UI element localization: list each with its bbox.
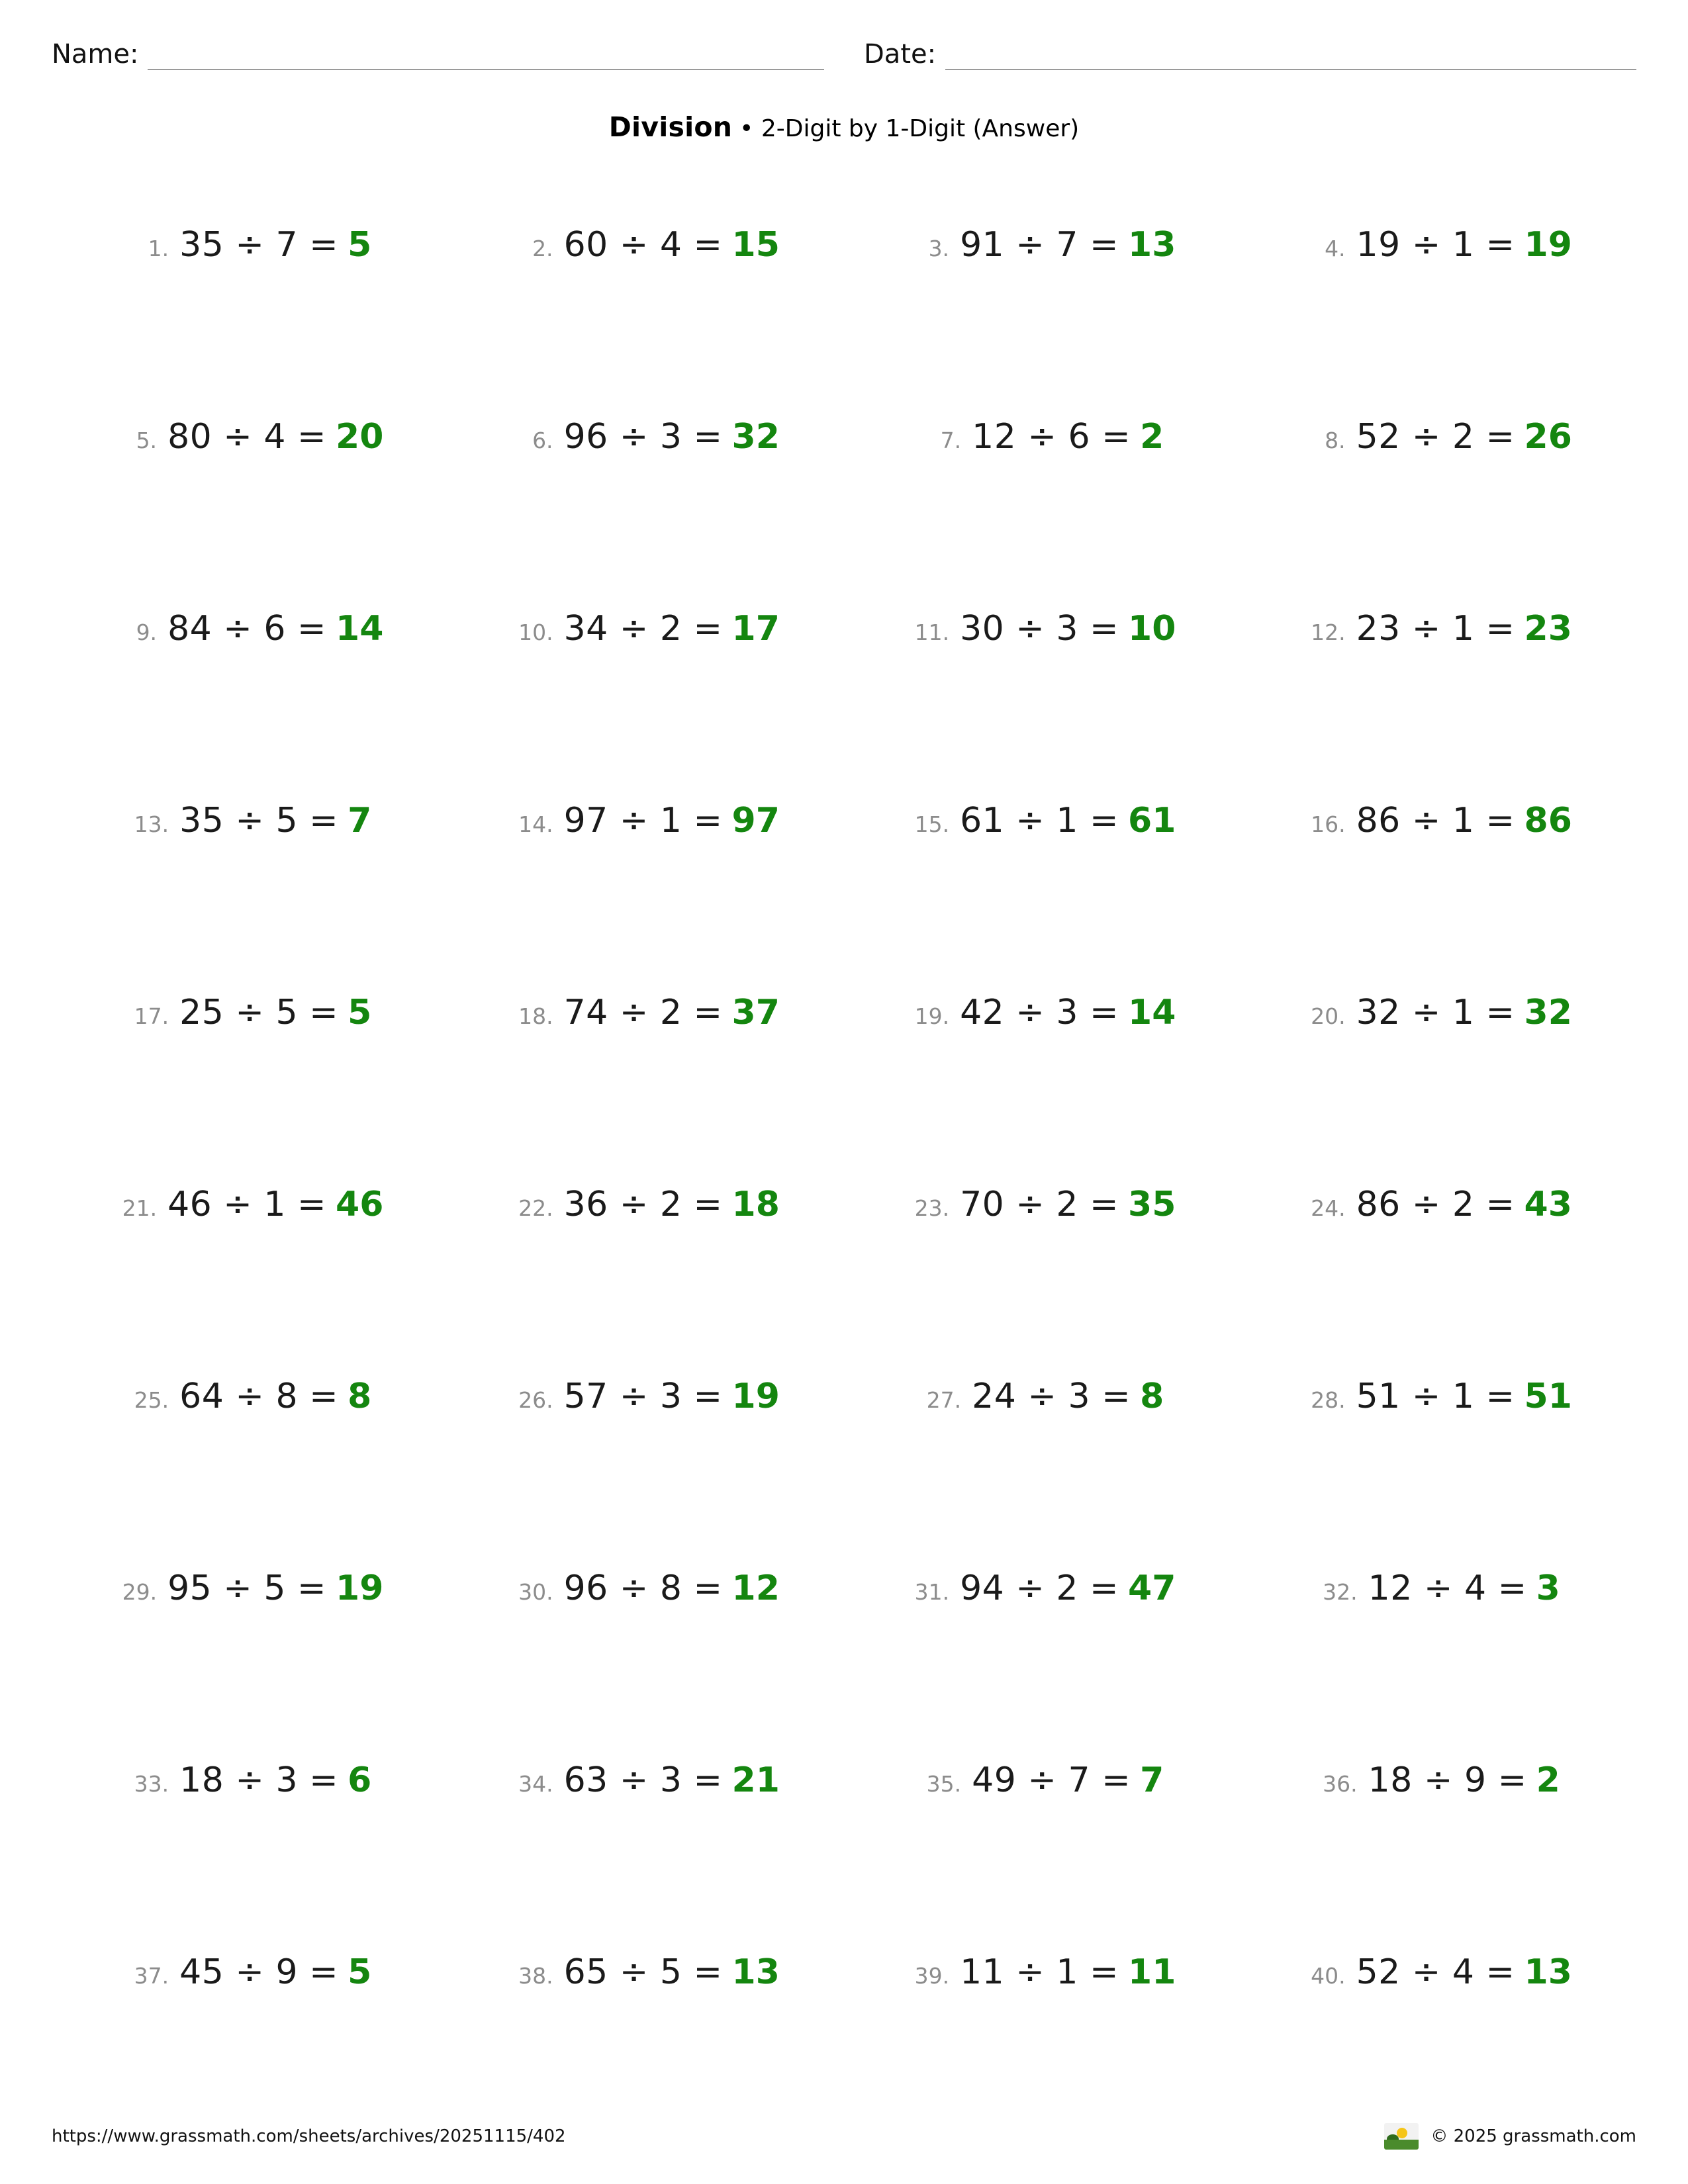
problem-number: 34. bbox=[518, 1771, 553, 1797]
problem-number: 29. bbox=[122, 1579, 158, 1605]
problem-expression: 11 ÷ 1 = bbox=[960, 1952, 1119, 1992]
problem-expression: 49 ÷ 7 = bbox=[972, 1760, 1131, 1800]
problem-number: 6. bbox=[532, 428, 553, 453]
worksheet-title bbox=[52, 111, 1636, 143]
problem-number: 32. bbox=[1323, 1579, 1358, 1605]
problem-number: 7. bbox=[940, 428, 962, 453]
problem-expression: 61 ÷ 1 = bbox=[960, 801, 1119, 841]
problem-expression: 96 ÷ 3 = bbox=[563, 417, 723, 457]
problem-cell bbox=[52, 1369, 448, 1561]
problem-answer: 7 bbox=[348, 801, 372, 841]
problem-expression: 57 ÷ 3 = bbox=[563, 1377, 723, 1416]
problem-answer: 19 bbox=[731, 1377, 780, 1416]
problem-item bbox=[1305, 417, 1572, 457]
problem-cell bbox=[52, 1177, 448, 1369]
problem-expression: 24 ÷ 3 = bbox=[972, 1377, 1131, 1416]
problem-answer: 37 bbox=[731, 993, 780, 1032]
problem-expression: 64 ÷ 8 = bbox=[179, 1377, 339, 1416]
problem-answer: 5 bbox=[348, 1952, 372, 1992]
problem-item bbox=[1305, 1377, 1572, 1416]
problem-item bbox=[512, 1569, 780, 1608]
problem-expression: 95 ÷ 5 = bbox=[167, 1569, 327, 1608]
problem-answer: 11 bbox=[1128, 1952, 1176, 1992]
problem-answer: 8 bbox=[348, 1377, 372, 1416]
problem-answer: 5 bbox=[348, 225, 372, 265]
problem-cell bbox=[448, 793, 845, 985]
problem-expression: 42 ÷ 3 = bbox=[960, 993, 1119, 1032]
problem-expression: 63 ÷ 3 = bbox=[563, 1760, 723, 1800]
problem-number: 3. bbox=[928, 236, 950, 261]
problem-cell bbox=[448, 601, 845, 793]
problem-expression: 35 ÷ 7 = bbox=[179, 225, 339, 265]
problem-cell bbox=[844, 409, 1241, 601]
problems-grid bbox=[52, 217, 1636, 2136]
problem-number: 38. bbox=[518, 1963, 553, 1989]
problem-number: 36. bbox=[1323, 1771, 1358, 1797]
problem-expression: 30 ÷ 3 = bbox=[960, 609, 1119, 649]
problem-number: 12. bbox=[1311, 619, 1346, 645]
problem-number: 10. bbox=[518, 619, 553, 645]
problem-item bbox=[908, 609, 1176, 649]
problem-answer: 47 bbox=[1128, 1569, 1176, 1608]
problem-cell bbox=[844, 1369, 1241, 1561]
problem-number: 19. bbox=[914, 1003, 950, 1029]
problem-expression: 18 ÷ 3 = bbox=[179, 1760, 339, 1800]
problem-number: 11. bbox=[914, 619, 950, 645]
worksheet-footer bbox=[52, 2123, 1636, 2150]
problem-item bbox=[512, 1185, 780, 1224]
problem-item bbox=[128, 993, 371, 1032]
problem-answer: 19 bbox=[336, 1569, 384, 1608]
problem-number: 37. bbox=[134, 1963, 169, 1989]
problem-answer: 86 bbox=[1524, 801, 1572, 841]
problem-number: 23. bbox=[914, 1195, 950, 1221]
problem-item bbox=[116, 1185, 383, 1224]
problem-number: 17. bbox=[134, 1003, 169, 1029]
problem-cell bbox=[844, 217, 1241, 409]
problem-cell bbox=[52, 1752, 448, 1944]
problem-item bbox=[908, 1185, 1176, 1224]
problem-answer: 17 bbox=[731, 609, 780, 649]
problem-answer: 10 bbox=[1128, 609, 1176, 649]
problem-answer: 46 bbox=[336, 1185, 384, 1224]
problem-cell bbox=[52, 1561, 448, 1752]
problem-number: 28. bbox=[1311, 1387, 1346, 1413]
problem-expression: 86 ÷ 1 = bbox=[1356, 801, 1515, 841]
problem-number: 5. bbox=[136, 428, 158, 453]
problem-cell bbox=[844, 793, 1241, 985]
problem-expression: 19 ÷ 1 = bbox=[1356, 225, 1515, 265]
problem-cell bbox=[448, 1561, 845, 1752]
problem-item bbox=[1305, 1185, 1572, 1224]
problem-expression: 25 ÷ 5 = bbox=[179, 993, 339, 1032]
problem-cell bbox=[1241, 601, 1637, 793]
problem-expression: 18 ÷ 9 = bbox=[1368, 1760, 1527, 1800]
problem-expression: 70 ÷ 2 = bbox=[960, 1185, 1119, 1224]
problem-cell bbox=[448, 217, 845, 409]
problem-item bbox=[1305, 993, 1572, 1032]
problem-cell bbox=[1241, 1369, 1637, 1561]
problem-number: 20. bbox=[1311, 1003, 1346, 1029]
problem-item bbox=[512, 993, 780, 1032]
problem-number: 16. bbox=[1311, 811, 1346, 837]
date-input-line[interactable] bbox=[945, 38, 1636, 70]
problem-number: 14. bbox=[518, 811, 553, 837]
problem-answer: 2 bbox=[1536, 1760, 1560, 1800]
footer-copyright: © 2025 grassmath.com bbox=[1430, 2126, 1636, 2146]
problem-cell bbox=[1241, 985, 1637, 1177]
problem-item bbox=[920, 417, 1164, 457]
problem-expression: 46 ÷ 1 = bbox=[167, 1185, 327, 1224]
grass-sun-logo-icon bbox=[1384, 2123, 1419, 2150]
date-label: Date: bbox=[864, 39, 937, 69]
problem-answer: 14 bbox=[336, 609, 384, 649]
problem-item bbox=[920, 1377, 1164, 1416]
problem-item bbox=[1305, 609, 1572, 649]
problem-number: 2. bbox=[532, 236, 553, 261]
problem-item bbox=[908, 1569, 1176, 1608]
problem-expression: 60 ÷ 4 = bbox=[563, 225, 723, 265]
problem-expression: 36 ÷ 2 = bbox=[563, 1185, 723, 1224]
problem-answer: 7 bbox=[1140, 1760, 1164, 1800]
name-label: Name: bbox=[52, 39, 139, 69]
problem-expression: 35 ÷ 5 = bbox=[179, 801, 339, 841]
problem-number: 40. bbox=[1311, 1963, 1346, 1989]
problem-cell bbox=[1241, 1752, 1637, 1944]
problem-number: 21. bbox=[122, 1195, 158, 1221]
problem-cell bbox=[52, 217, 448, 409]
name-field[interactable] bbox=[52, 38, 824, 70]
problem-cell bbox=[844, 1944, 1241, 2136]
problem-item bbox=[908, 225, 1176, 265]
problem-number: 30. bbox=[518, 1579, 553, 1605]
problem-answer: 23 bbox=[1524, 609, 1572, 649]
problem-answer: 2 bbox=[1140, 417, 1164, 457]
problem-cell bbox=[448, 1944, 845, 2136]
problem-item bbox=[512, 801, 780, 841]
title-subtitle: • 2-Digit by 1-Digit (Answer) bbox=[739, 115, 1080, 142]
problem-answer: 26 bbox=[1524, 417, 1572, 457]
problem-answer: 35 bbox=[1128, 1185, 1176, 1224]
problem-cell bbox=[1241, 1944, 1637, 2136]
problem-answer: 97 bbox=[731, 801, 780, 841]
problem-item bbox=[1317, 1569, 1560, 1608]
problem-expression: 86 ÷ 2 = bbox=[1356, 1185, 1515, 1224]
problem-number: 13. bbox=[134, 811, 169, 837]
problem-cell bbox=[52, 1944, 448, 2136]
problem-cell bbox=[1241, 217, 1637, 409]
problem-item bbox=[512, 417, 780, 457]
problem-expression: 97 ÷ 1 = bbox=[563, 801, 723, 841]
problem-item bbox=[908, 1952, 1176, 1992]
problem-answer: 32 bbox=[1524, 993, 1572, 1032]
problem-item bbox=[128, 1760, 371, 1800]
problem-expression: 52 ÷ 2 = bbox=[1356, 417, 1515, 457]
problem-expression: 65 ÷ 5 = bbox=[563, 1952, 723, 1992]
problem-item bbox=[1317, 1760, 1560, 1800]
problem-item bbox=[512, 1377, 780, 1416]
problem-number: 39. bbox=[914, 1963, 950, 1989]
problem-item bbox=[116, 417, 383, 457]
problem-item bbox=[512, 225, 780, 265]
problem-number: 31. bbox=[914, 1579, 950, 1605]
problem-answer: 51 bbox=[1524, 1377, 1572, 1416]
problem-item bbox=[116, 609, 383, 649]
problem-answer: 13 bbox=[731, 1952, 780, 1992]
problem-expression: 74 ÷ 2 = bbox=[563, 993, 723, 1032]
problem-item bbox=[512, 1760, 780, 1800]
problem-cell bbox=[844, 1752, 1241, 1944]
problem-answer: 3 bbox=[1536, 1569, 1560, 1608]
problem-answer: 12 bbox=[731, 1569, 780, 1608]
problem-cell bbox=[844, 1561, 1241, 1752]
problem-number: 9. bbox=[136, 619, 158, 645]
problem-answer: 61 bbox=[1128, 801, 1176, 841]
problem-answer: 18 bbox=[731, 1185, 780, 1224]
problem-answer: 5 bbox=[348, 993, 372, 1032]
problem-expression: 94 ÷ 2 = bbox=[960, 1569, 1119, 1608]
problem-number: 15. bbox=[914, 811, 950, 837]
problem-item bbox=[128, 1952, 371, 1992]
problem-expression: 34 ÷ 2 = bbox=[563, 609, 723, 649]
problem-expression: 52 ÷ 4 = bbox=[1356, 1952, 1515, 1992]
problem-answer: 14 bbox=[1128, 993, 1176, 1032]
problem-number: 25. bbox=[134, 1387, 169, 1413]
problem-cell bbox=[1241, 793, 1637, 985]
problem-answer: 21 bbox=[731, 1760, 780, 1800]
problem-cell bbox=[448, 409, 845, 601]
problem-answer: 15 bbox=[731, 225, 780, 265]
problem-answer: 8 bbox=[1140, 1377, 1164, 1416]
problem-cell bbox=[844, 1177, 1241, 1369]
problem-expression: 23 ÷ 1 = bbox=[1356, 609, 1515, 649]
problem-expression: 96 ÷ 8 = bbox=[563, 1569, 723, 1608]
problem-item bbox=[1305, 1952, 1572, 1992]
problem-cell bbox=[1241, 1561, 1637, 1752]
problem-cell bbox=[844, 601, 1241, 793]
problem-answer: 19 bbox=[1524, 225, 1572, 265]
problem-number: 4. bbox=[1325, 236, 1346, 261]
problem-item bbox=[128, 225, 371, 265]
problem-expression: 91 ÷ 7 = bbox=[960, 225, 1119, 265]
problem-expression: 12 ÷ 4 = bbox=[1368, 1569, 1527, 1608]
problem-number: 18. bbox=[518, 1003, 553, 1029]
problem-item bbox=[512, 609, 780, 649]
problem-answer: 6 bbox=[348, 1760, 372, 1800]
problem-item bbox=[128, 1377, 371, 1416]
problem-cell bbox=[1241, 1177, 1637, 1369]
problem-cell bbox=[448, 1177, 845, 1369]
problem-item bbox=[116, 1569, 383, 1608]
problem-answer: 43 bbox=[1524, 1185, 1572, 1224]
problem-expression: 32 ÷ 1 = bbox=[1356, 993, 1515, 1032]
problem-number: 33. bbox=[134, 1771, 169, 1797]
problem-number: 27. bbox=[926, 1387, 962, 1413]
problem-expression: 51 ÷ 1 = bbox=[1356, 1377, 1515, 1416]
problem-number: 35. bbox=[926, 1771, 962, 1797]
worksheet-header bbox=[52, 38, 1636, 70]
problem-cell bbox=[52, 985, 448, 1177]
problem-expression: 45 ÷ 9 = bbox=[179, 1952, 339, 1992]
problem-expression: 80 ÷ 4 = bbox=[167, 417, 327, 457]
problem-answer: 20 bbox=[336, 417, 384, 457]
problem-item bbox=[1305, 801, 1572, 841]
problem-item bbox=[128, 801, 371, 841]
problem-item bbox=[908, 993, 1176, 1032]
problem-cell bbox=[448, 985, 845, 1177]
problem-item bbox=[908, 801, 1176, 841]
problem-item bbox=[1305, 225, 1572, 265]
problem-cell bbox=[52, 601, 448, 793]
problem-item bbox=[512, 1952, 780, 1992]
problem-answer: 13 bbox=[1524, 1952, 1572, 1992]
problem-cell bbox=[52, 793, 448, 985]
problem-cell bbox=[1241, 409, 1637, 601]
footer-url[interactable]: https://www.grassmath.com/sheets/archives/20251115/402 bbox=[52, 2126, 566, 2146]
problem-item bbox=[920, 1760, 1164, 1800]
title-main: Division bbox=[608, 111, 733, 143]
problem-number: 8. bbox=[1325, 428, 1346, 453]
problem-number: 24. bbox=[1311, 1195, 1346, 1221]
problem-expression: 12 ÷ 6 = bbox=[972, 417, 1131, 457]
problem-number: 26. bbox=[518, 1387, 553, 1413]
date-field[interactable] bbox=[864, 38, 1636, 70]
problem-answer: 32 bbox=[731, 417, 780, 457]
problem-number: 22. bbox=[518, 1195, 553, 1221]
problem-answer: 13 bbox=[1128, 225, 1176, 265]
problem-number: 1. bbox=[148, 236, 169, 261]
problem-cell bbox=[448, 1752, 845, 1944]
name-input-line[interactable] bbox=[148, 38, 824, 70]
problem-cell bbox=[844, 985, 1241, 1177]
problem-cell bbox=[448, 1369, 845, 1561]
footer-branding bbox=[1384, 2123, 1636, 2150]
problem-expression: 84 ÷ 6 = bbox=[167, 609, 327, 649]
problem-cell bbox=[52, 409, 448, 601]
